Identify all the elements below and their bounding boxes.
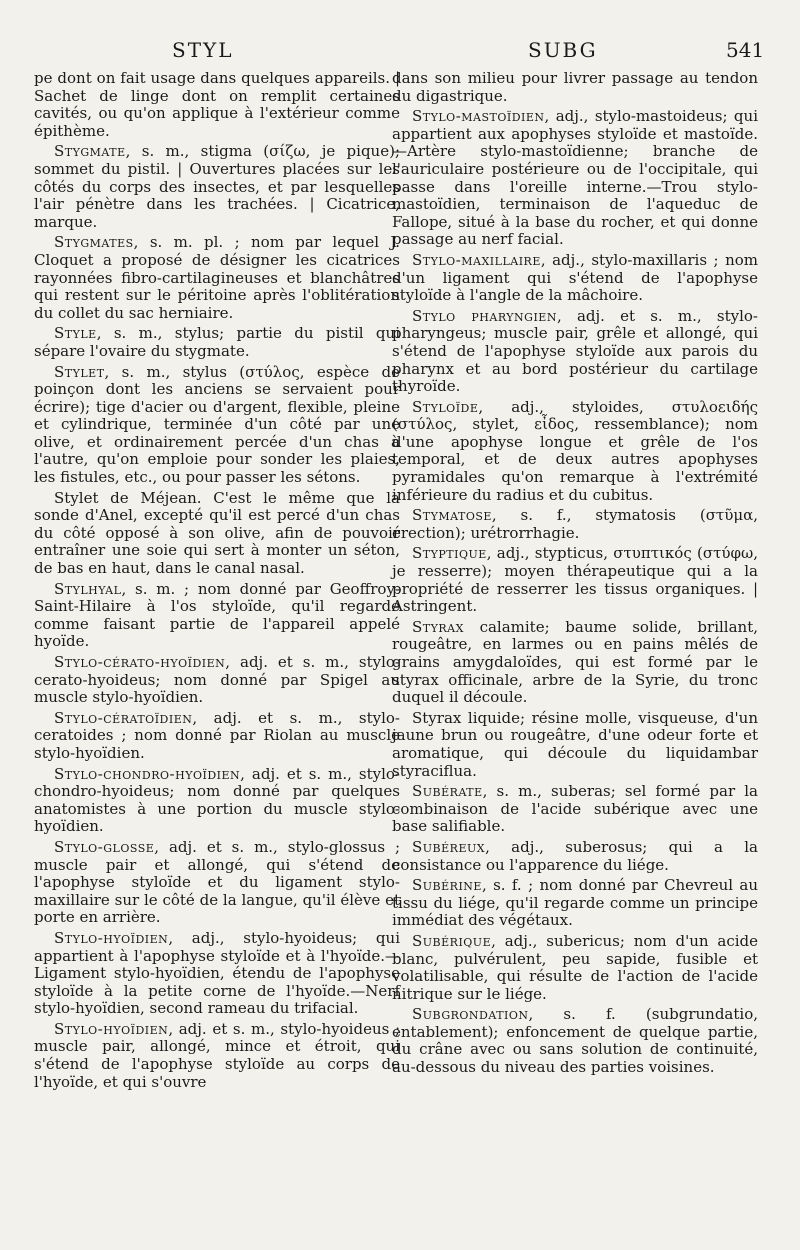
entry-text: , adj., stypticus, στυπτικός (στύφω, je resserre); moyen thérapeutique qui a la propriété de resserrer les tissus organiques. | Astringent. — [392, 544, 758, 616]
entry-text: , adj. et s. m., stylo-pharyngeus; muscle pair, grêle et allongé, qui s'étend de l'apophyse styloïde aux parois du pharynx et au bord postérieur du cartilage thyroïde. — [392, 306, 758, 396]
dictionary-entry — [34, 325, 400, 360]
dictionary-entry — [392, 252, 758, 305]
entry-headword: Subérine — [412, 876, 482, 895]
dictionary-entry — [392, 308, 758, 396]
header-left-word: STYL — [172, 38, 234, 62]
dictionary-entry — [34, 70, 400, 140]
dictionary-entry — [392, 1006, 758, 1076]
entry-text: , adj. et s. m., stylo-chondro-hyoideus; nom donné par quelques anatomistes à une portion du muscle stylo-hyoïdien. — [34, 764, 400, 836]
entry-text: , s. m. pl. ; nom par lequel J. Cloquet a proposé de désigner les cicatrices rayonnées fibro-cartilagineuses et blanchâtres qui restent sur le péritoine après l'oblitération du collet du sac herniaire. — [34, 233, 400, 322]
entry-text: pe dont on fait usage dans quelques appareils. | Sachet de linge dont on remplit certaines cavités, ou qu'on applique à l'extérieur comme épithème. — [34, 69, 400, 140]
entry-headword: Styptique — [412, 544, 487, 563]
dictionary-entry — [34, 143, 400, 231]
entry-headword: Stylo-cérato-hyoïdien — [54, 653, 226, 671]
dictionary-entry — [392, 70, 758, 105]
entry-headword: Stylet — [54, 362, 105, 381]
entry-text: , adj. et s. m., stylo-glossus ; muscle pair et allongé, qui s'étend de l'apophyse styloïde et du ligament stylo-maxillaire sur le côté de la langue, qu'il élève et porte en arrière. — [34, 837, 400, 927]
entry-headword: Stylhyal — [54, 579, 122, 598]
left-column — [34, 70, 400, 1094]
entry-headword: Stygmates — [54, 233, 134, 252]
running-header — [0, 38, 800, 68]
entry-text: , adj. et s. m., stylo-cerato-hyoideus; nom donné par Spigel au muscle stylo-hyoïdien. — [34, 653, 400, 707]
entry-text: , s. f. ; nom donné par Chevreul au tissu du liége, qu'il regarde comme un principe immédiat des végétaux. — [392, 876, 758, 930]
entry-text: , adj., stylo-mastoideus; qui appartient aux apophyses styloïde et mastoïde.—Artère stylo-mastoïdienne; branche de l'auriculaire postérieure ou de l'occipitale, qui passe dans l'oreille interne.—Trou stylo-mastoïdien, terminaison de l'aqueduc de Fallope, situé à la base du rocher, et qui donne passage au nerf facial. — [392, 107, 758, 249]
dictionary-entry — [34, 839, 400, 927]
dictionary-entry — [392, 507, 758, 542]
dictionary-entry — [34, 766, 400, 836]
entry-headword: Stymatose — [412, 506, 492, 525]
entry-text: Stylet de Méjean. C'est le même que la sonde d'Anel, excepté qu'il est percé d'un chas du côté opposé à son olive, afin de pouvoir entraîner une soie qui sert à monter un séton, de bas en haut, dans le canal nasal. — [34, 488, 400, 578]
entry-headword: Style — [54, 324, 97, 343]
dictionary-entry — [392, 108, 758, 249]
entry-headword: Stylo-glosse — [54, 837, 155, 856]
entry-text: , s. m. ; nom donné par Geoffroy-Saint-Hilaire à l'os styloïde, qu'il regarde comme faisant partie de l'appareil appelé hyoïde. — [34, 579, 400, 651]
page-number: 541 — [726, 38, 765, 62]
entry-text: , adj. et s. m., stylo-hyoideus ; muscle pair, allongé, mince et étroit, qui s'étend de l'apophyse styloïde au corps de l'hyoïde, et qui s'ouvre — [34, 1019, 400, 1091]
entry-text: calamite; baume solide, brillant, rougeâtre, en larmes ou en pains mêlés de grains amygdaloïdes, qui est formé par le styrax officinale, arbre de la Syrie, du tronc duquel il découle. — [392, 617, 758, 707]
dictionary-entry — [34, 930, 400, 1018]
dictionary-entry — [392, 839, 758, 874]
entry-text: , s. f. (subgrundatio, entablement); enfoncement de quelque partie, du crâne avec ou sans solution de continuité, au-dessous du niveau des parties voisines. — [392, 1005, 758, 1077]
entry-headword: Stylo-hyoïdien — [54, 1019, 169, 1038]
entry-headword: Stylo pharyngien — [412, 306, 557, 325]
dictionary-entry — [34, 234, 400, 322]
entry-headword: Stylo-maxillaire — [412, 250, 541, 269]
entry-text: , adj., styloides, στυλοειδής (στύλος, stylet, εἶδος, ressemblance); nom d'une apophyse longue et grêle de l'os temporal, et de deux autres apophyses pyramidales qu'on remarque à l'extrémité inférieure du radius et du cubitus. — [392, 397, 758, 504]
entry-text: Styrax liquide; résine molle, visqueuse, d'un jaune brun ou rougeâtre, d'une odeur forte et aromatique, qui découle du liquidambar styraciflua. — [392, 708, 758, 780]
entry-headword: Stygmate — [54, 142, 126, 161]
dictionary-entry — [34, 710, 400, 763]
entry-text: , s. f., stymatosis (στῦμα, érection); urétrorrhagie. — [392, 506, 758, 542]
entry-text: , adj., subericus; nom d'un acide blanc, pulvérulent, peu sapide, fusible et volatilisable, qui résulte de l'action de l'acide nitrique sur le liége. — [392, 931, 758, 1003]
entry-headword: Subérique — [412, 931, 492, 950]
entry-text: , s. m., suberas; sel formé par la combinaison de l'acide subérique avec une base salifiable. — [392, 782, 758, 836]
entry-headword: Styloïde — [412, 397, 479, 416]
entry-headword: Stylo-mastoïdien — [412, 107, 545, 126]
entry-headword: Subéreux — [412, 837, 486, 856]
dictionary-entry — [392, 399, 758, 505]
entry-text: , adj. et s. m., stylo-ceratoides ; nom donné par Riolan au muscle stylo-hyoïdien. — [34, 708, 400, 762]
entry-headword: Styrax — [412, 617, 464, 636]
entry-text: dans son milieu pour livrer passage au tendon du digastrique. — [392, 69, 758, 105]
dictionary-entry — [34, 654, 400, 707]
dictionary-entry — [34, 1021, 400, 1091]
entry-headword: Subérate — [412, 782, 483, 801]
entry-text: , adj., suberosus; qui a la consistance ou l'apparence du liége. — [392, 837, 758, 874]
header-right-word: SUBG — [528, 38, 598, 62]
entry-text: , adj., stylo-hyoideus; qui appartient à l'apophyse styloïde et à l'hyoïde.—Ligament stylo-hyoïdien, étendu de l'apophyse styloïde à la petite corne de l'hyoïde.—Nerf stylo-hyoïdien, second rameau du trifacial. — [34, 928, 400, 1018]
dictionary-entry — [392, 783, 758, 836]
dictionary-entry — [392, 619, 758, 707]
right-column — [392, 70, 758, 1080]
entry-text: , s. m., stigma (σίζω, je pique); sommet du pistil. | Ouvertures placées sur les côtés du corps des insectes, et par lesquelles l'air pénètre dans les trachées. | Cicatrice, marque. — [34, 142, 400, 231]
entry-headword: Stylo-hyoïdien — [54, 928, 169, 947]
entry-headword: Subgrondation — [412, 1005, 529, 1024]
dictionary-entry — [34, 490, 400, 578]
entry-headword: Stylo-chondro-hyoïdien — [54, 764, 241, 783]
dictionary-entry — [392, 710, 758, 780]
dictionary-entry — [34, 364, 400, 487]
dictionary-entry — [392, 933, 758, 1003]
dictionary-entry — [34, 581, 400, 651]
dictionary-entry — [392, 877, 758, 930]
entry-text: , s. m., stylus (στύλος, espèce de poinçon dont les anciens se servaient pour écrire); tige d'acier ou d'argent, flexible, pleine et cylindrique, terminée d'un côté par une olive, et ordinairement percée d'un chas à l'autre, qu'on emploie pour sonder les plaies, les fistules, etc., ou pour passer les sétons. — [34, 362, 400, 487]
dictionary-entry — [392, 545, 758, 615]
entry-text: , s. m., stylus; partie du pistil qui sépare l'ovaire du stygmate. — [34, 324, 400, 360]
entry-headword: Stylo-cératoïdien — [54, 708, 193, 727]
entry-text: , adj., stylo-maxillaris ; nom d'un ligament qui s'étend de l'apophyse styloïde à l'angle de la mâchoire. — [392, 250, 758, 305]
